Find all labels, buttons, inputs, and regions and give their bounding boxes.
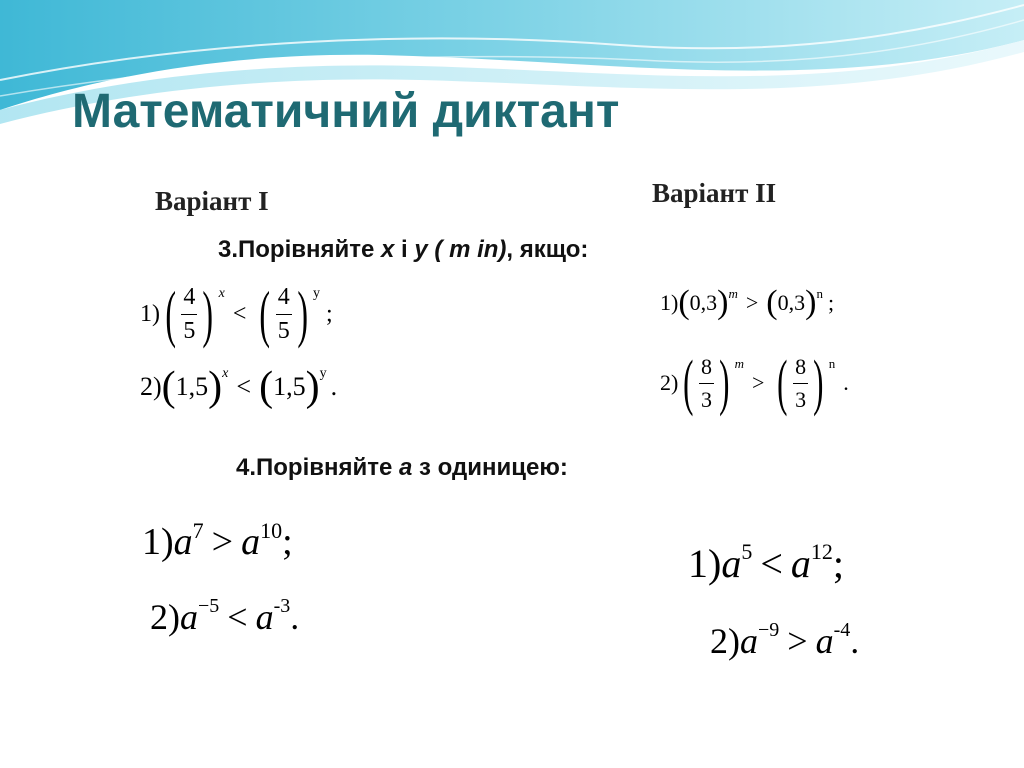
task-4-heading xyxy=(236,454,568,482)
task4-v2-expr1 xyxy=(688,540,844,587)
comparison-operator: < xyxy=(232,300,247,327)
right-paren: ) xyxy=(208,364,223,410)
denominator: 5 xyxy=(276,314,292,345)
denominator: 3 xyxy=(793,383,808,413)
base: 1,5 xyxy=(175,372,209,401)
task4-v2-expr2 xyxy=(710,620,859,662)
variant-2-heading: Варіант ІІ xyxy=(652,178,777,208)
base: a xyxy=(241,521,261,563)
task-3-suffix: , якщо: xyxy=(506,236,589,263)
denominator: 5 xyxy=(181,314,197,345)
task4-v1-expr1 xyxy=(142,520,293,564)
left-paren: ( xyxy=(259,364,274,410)
task-3-var-y: y xyxy=(414,236,428,263)
expr-label: 1) xyxy=(140,300,160,327)
base: 1,5 xyxy=(273,372,306,401)
base: a xyxy=(721,541,742,586)
task-4-prefix: 4.Порівняйте xyxy=(236,454,400,481)
expr-end: ; xyxy=(282,521,293,563)
expr-label: 2) xyxy=(710,621,740,661)
exponent-left: −9 xyxy=(758,619,780,641)
comparison-operator: < xyxy=(227,597,248,637)
right-paren: ) xyxy=(202,278,214,349)
base: 0,3 xyxy=(777,290,806,315)
exponent-left: −5 xyxy=(198,595,220,617)
exponent-right: 12 xyxy=(810,538,833,564)
comparison-operator: > xyxy=(752,370,765,395)
numerator: 4 xyxy=(183,283,196,310)
task3-v1-expr2 xyxy=(140,366,337,408)
task-3-prefix: 3.Порівняйте xyxy=(218,236,382,263)
left-paren: ( xyxy=(259,278,271,349)
base: a xyxy=(790,541,811,586)
right-paren: ) xyxy=(719,349,730,417)
fraction xyxy=(276,284,292,345)
exponent-right: n xyxy=(816,285,823,301)
denominator: 3 xyxy=(699,383,714,413)
base: a xyxy=(173,521,193,563)
right-paren: ) xyxy=(717,284,729,321)
expr-label: 2) xyxy=(140,372,162,401)
numerator: 4 xyxy=(277,283,290,310)
base: a xyxy=(180,597,198,637)
base: 0,3 xyxy=(689,290,718,315)
numerator: 8 xyxy=(795,353,807,379)
task3-v2-expr1 xyxy=(660,286,834,320)
expr-end: ; xyxy=(326,300,333,327)
right-paren: ) xyxy=(297,278,308,349)
task3-v1-expr1 xyxy=(140,278,333,349)
comparison-operator: > xyxy=(745,290,759,315)
expr-label: 2) xyxy=(660,370,679,395)
task-4-var-a: a xyxy=(399,454,413,481)
exponent-right: 10 xyxy=(260,518,283,543)
exponent-right: -4 xyxy=(833,619,851,641)
expr-label: 1) xyxy=(142,521,174,563)
left-paren: ( xyxy=(678,284,690,321)
task-4-suffix: з одиницею: xyxy=(412,454,568,481)
left-paren: ( xyxy=(683,349,694,417)
left-paren: ( xyxy=(165,278,176,349)
base: a xyxy=(815,621,834,661)
exponent-right: y xyxy=(319,366,327,381)
expr-label: 2) xyxy=(150,597,180,637)
fraction xyxy=(181,284,197,345)
expr-end: . xyxy=(330,372,338,401)
left-paren: ( xyxy=(161,364,176,410)
exponent-right: -3 xyxy=(273,595,291,617)
base: a xyxy=(255,597,274,637)
task-3-and: і xyxy=(394,236,415,263)
fraction xyxy=(793,354,808,413)
task4-v1-expr2 xyxy=(150,596,299,638)
right-paren: ) xyxy=(813,349,824,417)
right-paren: ) xyxy=(305,364,320,410)
comparison-operator: > xyxy=(211,521,234,563)
expr-label: 1) xyxy=(688,541,722,586)
task-3-var-x: x xyxy=(381,236,395,263)
variant-1-heading: Варіант І xyxy=(155,186,269,216)
base: a xyxy=(740,621,758,661)
page-title: Математичний диктант xyxy=(72,85,620,138)
numerator: 8 xyxy=(700,353,712,379)
exponent-left: x xyxy=(218,286,225,301)
left-paren: ( xyxy=(777,349,788,417)
comparison-operator: < xyxy=(760,541,783,586)
exponent-right: n xyxy=(828,355,836,371)
right-paren: ) xyxy=(805,284,817,321)
exponent-left: x xyxy=(222,366,229,381)
exponent-right: y xyxy=(313,286,321,301)
expr-end: . xyxy=(843,370,849,395)
fraction xyxy=(699,354,714,413)
exponent-left: 5 xyxy=(741,538,753,564)
expr-end: ; xyxy=(832,541,845,586)
task-3-mn: ( m in) xyxy=(427,236,507,263)
left-paren: ( xyxy=(766,284,778,321)
expr-end: . xyxy=(850,621,860,661)
task-3-heading xyxy=(218,236,588,264)
task3-v2-expr2 xyxy=(660,349,849,417)
exponent-left: 7 xyxy=(192,518,204,543)
expr-end: . xyxy=(290,597,300,637)
expr-end: ; xyxy=(827,290,835,315)
expr-label: 1) xyxy=(660,290,679,315)
comparison-operator: > xyxy=(787,621,808,661)
exponent-left: m xyxy=(728,285,738,301)
exponent-left: m xyxy=(734,355,745,371)
comparison-operator: < xyxy=(236,372,252,401)
